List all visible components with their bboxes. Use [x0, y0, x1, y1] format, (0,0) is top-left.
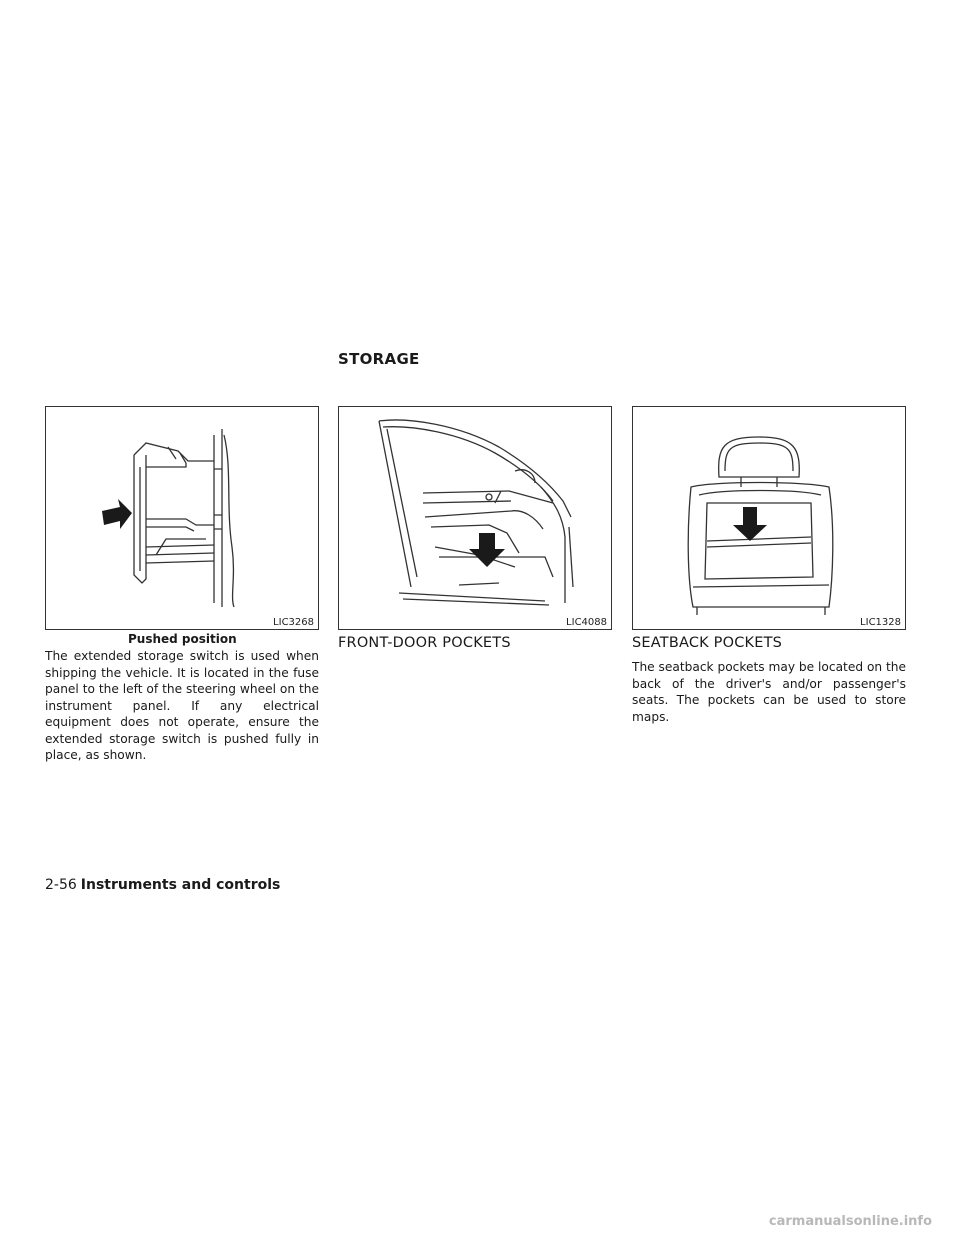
- chapter-title: Instruments and controls: [80, 877, 281, 893]
- col3-paragraph: The seatback pockets may be located on the back of the driver's and/or passenger's seats. The pockets can be used to store maps.: [632, 660, 906, 724]
- figure-storage-switch: [45, 406, 319, 630]
- figure-seatback-pockets: [632, 406, 906, 630]
- section-title: STORAGE: [338, 350, 420, 368]
- seatback-illustration: [633, 407, 907, 631]
- page-footer: [45, 877, 280, 893]
- figure-code: LIC3268: [273, 617, 314, 628]
- figure-front-door-pockets: [338, 406, 612, 630]
- col1-paragraph: The extended storage switch is used when shipping the vehicle. It is located in the fuse panel to the left of the steering wheel on the instrument panel. If any electrical equipment does not operate, ensure the extended storage switch is pushed fully in place, as shown.: [45, 649, 319, 762]
- figure-code: LIC4088: [566, 617, 607, 628]
- down-arrow-icon: [733, 507, 767, 541]
- seatback-pockets-heading: SEATBACK POCKETS: [632, 635, 783, 651]
- front-door-pockets-heading: FRONT-DOOR POCKETS: [338, 635, 511, 651]
- figure-caption: Pushed position: [128, 632, 237, 646]
- front-door-illustration: [339, 407, 613, 631]
- storage-switch-illustration: [46, 407, 320, 631]
- watermark: carmanualsonline.info: [768, 1214, 932, 1229]
- page-number: 2-56: [45, 877, 77, 893]
- figure-code: LIC1328: [860, 617, 901, 628]
- push-arrow-icon: [102, 499, 132, 529]
